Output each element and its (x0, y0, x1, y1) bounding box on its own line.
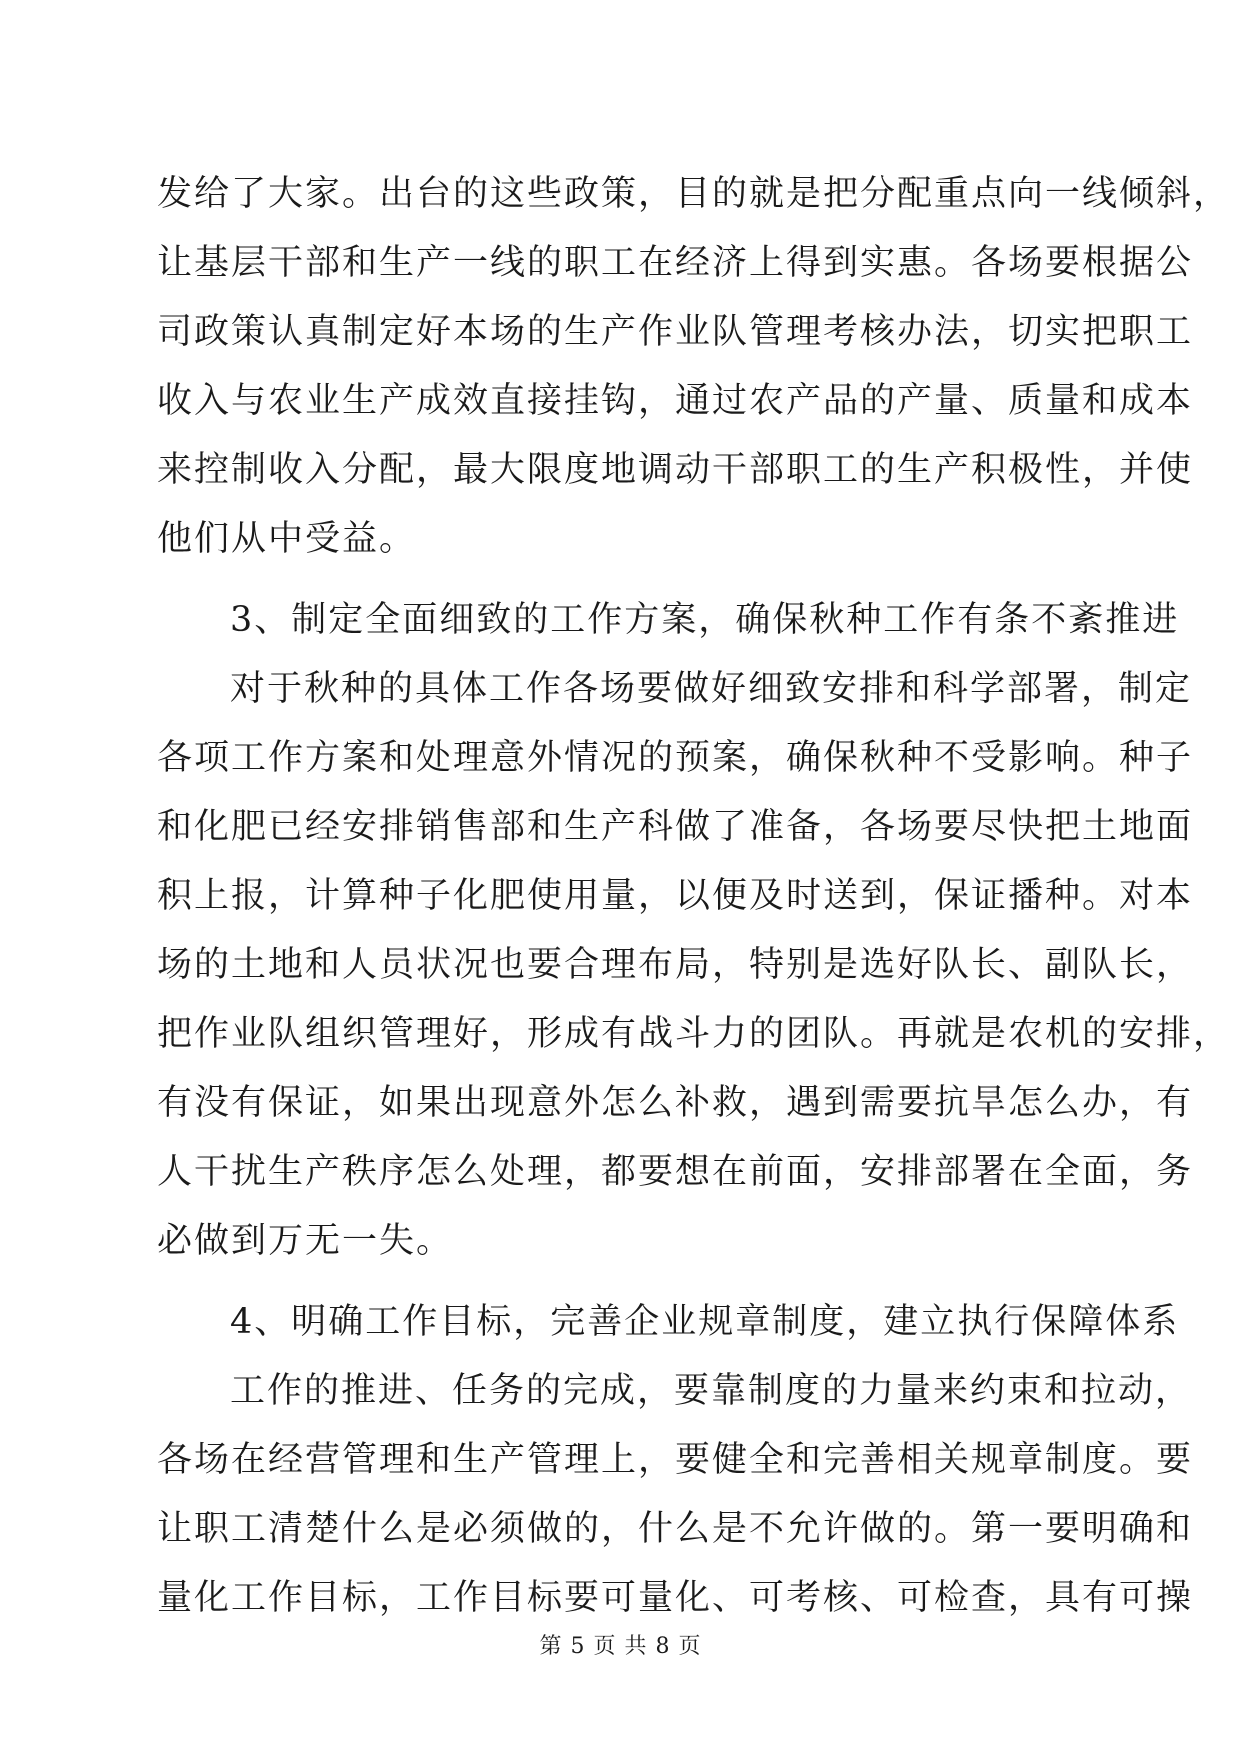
paragraph-line: 积上报，计算种子化肥使用量，以便及时送到，保证播种。对本 (157, 876, 1194, 916)
paragraph-line: 人干扰生产秩序怎么处理，都要想在前面，安排部署在全面，务 (157, 1152, 1194, 1192)
section-heading: 3、制定全面细致的工作方案，确保秋种工作有条不紊推进 (230, 600, 1180, 640)
paragraph-line: 量化工作目标，工作目标要可量化、可考核、可检查，具有可操 (157, 1578, 1194, 1618)
paragraph-line: 各项工作方案和处理意外情况的预案，确保秋种不受影响。种子 (157, 738, 1194, 778)
section-heading: 4、明确工作目标，完善企业规章制度，建立执行保障体系 (230, 1302, 1180, 1342)
paragraph-line: 各场在经营管理和生产管理上，要健全和完善相关规章制度。要 (157, 1440, 1194, 1480)
paragraph-line: 有没有保证，如果出现意外怎么补救，遇到需要抗旱怎么办，有 (157, 1083, 1194, 1123)
paragraph-line: 把作业队组织管理好，形成有战斗力的团队。再就是农机的安排， (157, 1014, 1231, 1054)
paragraph-line: 工作的推进、任务的完成，要靠制度的力量来约束和拉动， (230, 1371, 1193, 1411)
paragraph-line: 司政策认真制定好本场的生产作业队管理考核办法，切实把职工 (157, 312, 1194, 352)
paragraph-line: 场的土地和人员状况也要合理布局，特别是选好队长、副队长， (157, 945, 1194, 985)
paragraph-line: 来控制收入分配，最大限度地调动干部职工的生产积极性，并使 (157, 450, 1194, 490)
paragraph-line: 和化肥已经安排销售部和生产科做了准备，各场要尽快把土地面 (157, 807, 1194, 847)
paragraph-line: 收入与农业生产成效直接挂钩，通过农产品的产量、质量和成本 (157, 381, 1194, 421)
paragraph-line: 他们从中受益。 (157, 519, 417, 559)
page-footer: 第 5 页 共 8 页 (539, 1634, 702, 1659)
paragraph-line: 对于秋种的具体工作各场要做好细致安排和科学部署，制定 (230, 669, 1193, 709)
paragraph-line: 让基层干部和生产一线的职工在经济上得到实惠。各场要根据公 (157, 243, 1194, 283)
paragraph-line: 让职工清楚什么是必须做的，什么是不允许做的。第一要明确和 (157, 1509, 1194, 1549)
paragraph-line: 必做到万无一失。 (157, 1221, 454, 1261)
paragraph-line: 发给了大家。出台的这些政策，目的就是把分配重点向一线倾斜， (157, 174, 1231, 214)
